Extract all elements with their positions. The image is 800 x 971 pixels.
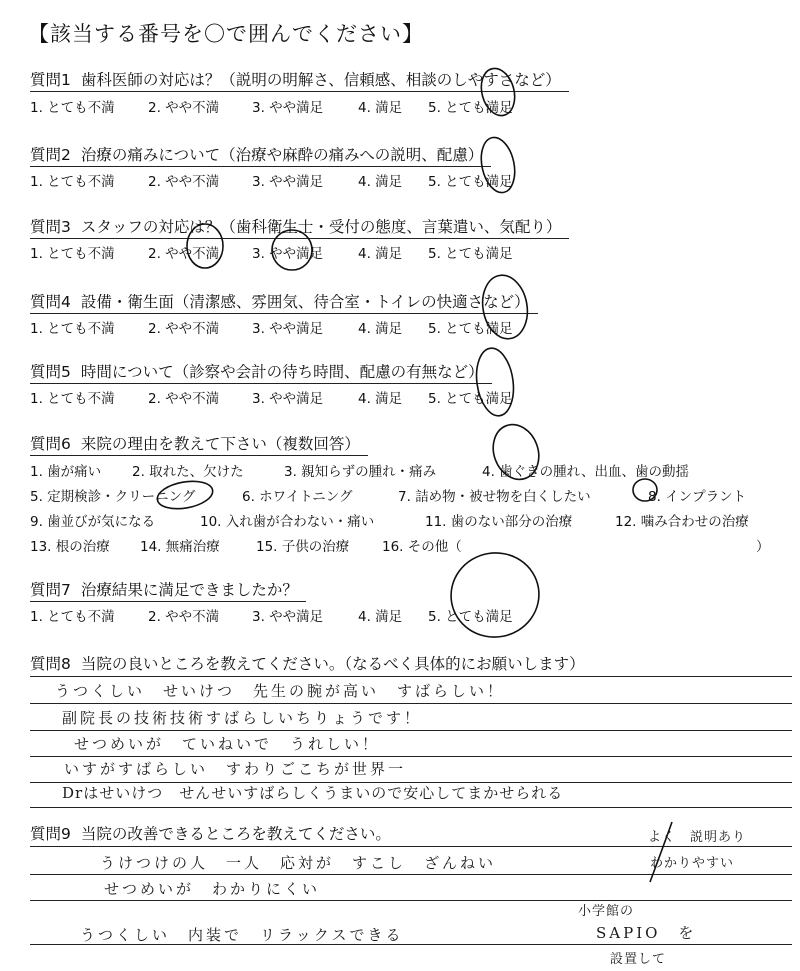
q5-selection-circle — [472, 346, 517, 418]
q5-option-4[interactable]: 4. 満足 — [358, 391, 403, 407]
q4-option-2[interactable]: 2. やや不満 — [148, 321, 220, 337]
q5-option-2[interactable]: 2. やや不満 — [148, 391, 220, 407]
q3-option-5[interactable]: 5. とても満足 — [428, 246, 513, 262]
q2-option-5[interactable]: 5. とても満足 — [428, 174, 513, 190]
question-3-number: 質問3 — [30, 218, 71, 236]
question-1-underline — [30, 91, 569, 92]
q1-option-1[interactable]: 1. とても不満 — [30, 100, 115, 116]
q2-option-1[interactable]: 1. とても不満 — [30, 174, 115, 190]
q8-answer-1[interactable]: うつくしい せいけつ 先生の腕が高い すばらしい！ — [55, 682, 506, 700]
q9-note-4: SAPIO を — [596, 924, 697, 942]
q6-option-5[interactable]: 5. 定期検診・クリーニング — [30, 489, 196, 505]
question-2-number: 質問2 — [30, 146, 71, 164]
q6-option-14[interactable]: 14. 無痛治療 — [140, 539, 220, 555]
q9-ruled-line-4 — [30, 944, 792, 945]
q3-option-1[interactable]: 1. とても不満 — [30, 246, 115, 262]
question-7-number: 質問7 — [30, 581, 71, 599]
q9-note-5: 設置して — [610, 952, 667, 967]
q8-answer-5[interactable]: Drはせいけつ せんせいすばらしくうまいので安心してまかせられる — [62, 784, 564, 802]
q5-option-5[interactable]: 5. とても満足 — [428, 391, 513, 407]
q5-option-3[interactable]: 3. やや満足 — [252, 391, 324, 407]
q2-option-4[interactable]: 4. 満足 — [358, 174, 403, 190]
q8-answer-2[interactable]: 副院長の技術技術すばらしいちりょうです！ — [62, 709, 423, 727]
question-9-title — [30, 822, 391, 844]
question-3-title — [30, 215, 561, 237]
question-2-underline — [30, 166, 491, 167]
question-7-underline — [30, 601, 306, 602]
q8-answer-3[interactable]: せつめいが ていねいで うれしい！ — [74, 735, 381, 753]
question-5-title — [30, 360, 484, 382]
question-3-text: スタッフの対応は？（歯科衛生士・受付の態度、言葉遣い、気配り） — [80, 218, 562, 236]
q7-option-2[interactable]: 2. やや不満 — [148, 609, 220, 625]
q2-option-2[interactable]: 2. やや不満 — [148, 174, 220, 190]
q6-option-10[interactable]: 10. 入れ歯が合わない・痛い — [200, 514, 375, 530]
q9-ruled-line-3 — [30, 900, 792, 901]
q8-ruled-line-1 — [30, 676, 792, 677]
q2-option-3[interactable]: 3. やや満足 — [252, 174, 324, 190]
q6-option-11[interactable]: 11. 歯のない部分の治療 — [425, 514, 573, 530]
q1-option-3[interactable]: 3. やや満足 — [252, 100, 324, 116]
q3-option-4[interactable]: 4. 満足 — [358, 246, 403, 262]
q1-option-5[interactable]: 5. とても満足 — [428, 100, 513, 116]
question-3-underline — [30, 238, 569, 239]
q4-option-5[interactable]: 5. とても満足 — [428, 321, 513, 337]
question-6-title — [30, 432, 360, 454]
q6-option-7[interactable]: 7. 詰め物・被せ物を白くしたい — [398, 489, 591, 505]
question-4-text: 設備・衛生面（清潔感、雰囲気、待合室・トイレの快適さなど） — [80, 293, 530, 311]
q7-selection-circle — [444, 546, 545, 644]
question-6-text: 来院の理由を教えて下さい（複数回答） — [80, 435, 360, 453]
q6-option-6[interactable]: 6. ホワイトニング — [242, 489, 353, 505]
question-9-text: 当院の改善できるところを教えてください。 — [80, 825, 391, 843]
q7-option-4[interactable]: 4. 満足 — [358, 609, 403, 625]
q3-option-2[interactable]: 2. やや不満 — [148, 246, 220, 262]
q9-note-1: よく 説明あり — [648, 830, 747, 845]
question-1-title — [30, 68, 561, 90]
q3-option-3[interactable]: 3. やや満足 — [252, 246, 324, 262]
page-header: 【該当する番号を〇で囲んでください】 — [28, 22, 424, 46]
q9-note-2: わかりやすい — [650, 856, 735, 871]
q8-answer-4[interactable]: いすがすばらしい すわりごこちが世界一 — [64, 760, 407, 778]
q5-option-1[interactable]: 1. とても不満 — [30, 391, 115, 407]
question-7-title — [30, 578, 298, 600]
q9-ruled-line-1 — [30, 846, 792, 847]
q6-option-8[interactable]: 8. インプラント — [648, 489, 747, 505]
question-6-underline — [30, 455, 368, 456]
question-2-text: 治療の痛みについて（治療や麻酔の痛みへの説明、配慮） — [80, 146, 484, 164]
q9-note-3: 小学館の — [578, 904, 635, 919]
question-4-number: 質問4 — [30, 293, 71, 311]
q7-option-5[interactable]: 5. とても満足 — [428, 609, 513, 625]
question-1-text: 歯科医師の対応は？（説明の明解さ、信頼感、相談のしやすさなど） — [80, 71, 561, 89]
q1-option-4[interactable]: 4. 満足 — [358, 100, 403, 116]
q6-option-2[interactable]: 2. 取れた、欠けた — [132, 464, 244, 480]
q7-option-1[interactable]: 1. とても不満 — [30, 609, 115, 625]
q4-option-4[interactable]: 4. 満足 — [358, 321, 403, 337]
q9-ruled-line-2 — [30, 874, 792, 875]
question-8-number: 質問8 — [30, 655, 71, 673]
q4-option-3[interactable]: 3. やや満足 — [252, 321, 324, 337]
question-2-title — [30, 143, 483, 165]
question-9-number: 質問9 — [30, 825, 71, 843]
question-4-underline — [30, 313, 538, 314]
q1-option-2[interactable]: 2. やや不満 — [148, 100, 220, 116]
q8-ruled-line-6 — [30, 807, 792, 808]
question-7-text: 治療結果に満足できましたか？ — [80, 581, 298, 599]
question-8-text: 当院の良いところを教えてください。（なるべく具体的にお願いします） — [80, 655, 585, 673]
q6-option-9[interactable]: 9. 歯並びが気になる — [30, 514, 156, 530]
q8-ruled-line-4 — [30, 756, 792, 757]
question-1-number: 質問1 — [30, 71, 71, 89]
question-5-text: 時間について（診察や会計の待ち時間、配慮の有無など） — [80, 363, 484, 381]
q6-option-15[interactable]: 15. 子供の治療 — [256, 539, 350, 555]
question-5-number: 質問5 — [30, 363, 71, 381]
q6-option-3[interactable]: 3. 親知らずの腫れ・痛み — [284, 464, 437, 480]
question-5-underline — [30, 383, 492, 384]
q6-option-13[interactable]: 13. 根の治療 — [30, 539, 110, 555]
question-6-number: 質問6 — [30, 435, 71, 453]
q6-option-4[interactable]: 4. 歯ぐきの腫れ、出血、歯の動揺 — [482, 464, 689, 480]
q9-answer-3[interactable]: うつくしい 内装で リラックスできる — [80, 926, 404, 944]
q4-option-1[interactable]: 1. とても不満 — [30, 321, 115, 337]
q6-option-12[interactable]: 12. 噛み合わせの治療 — [615, 514, 749, 530]
q9-answer-1[interactable]: うけつけの人 一人 応対が すこし ざんねい — [100, 854, 497, 872]
q7-option-3[interactable]: 3. やや満足 — [252, 609, 324, 625]
q8-ruled-line-3 — [30, 730, 792, 731]
q6-option-16-close: ） — [756, 539, 770, 555]
q6-option-16[interactable]: 16. その他（ — [382, 539, 462, 555]
question-4-title — [30, 290, 530, 312]
q6-option-1[interactable]: 1. 歯が痛い — [30, 464, 102, 480]
q9-answer-2[interactable]: せつめいが わかりにくい — [104, 880, 321, 898]
q8-ruled-line-2 — [30, 703, 792, 704]
question-8-title — [30, 652, 585, 674]
